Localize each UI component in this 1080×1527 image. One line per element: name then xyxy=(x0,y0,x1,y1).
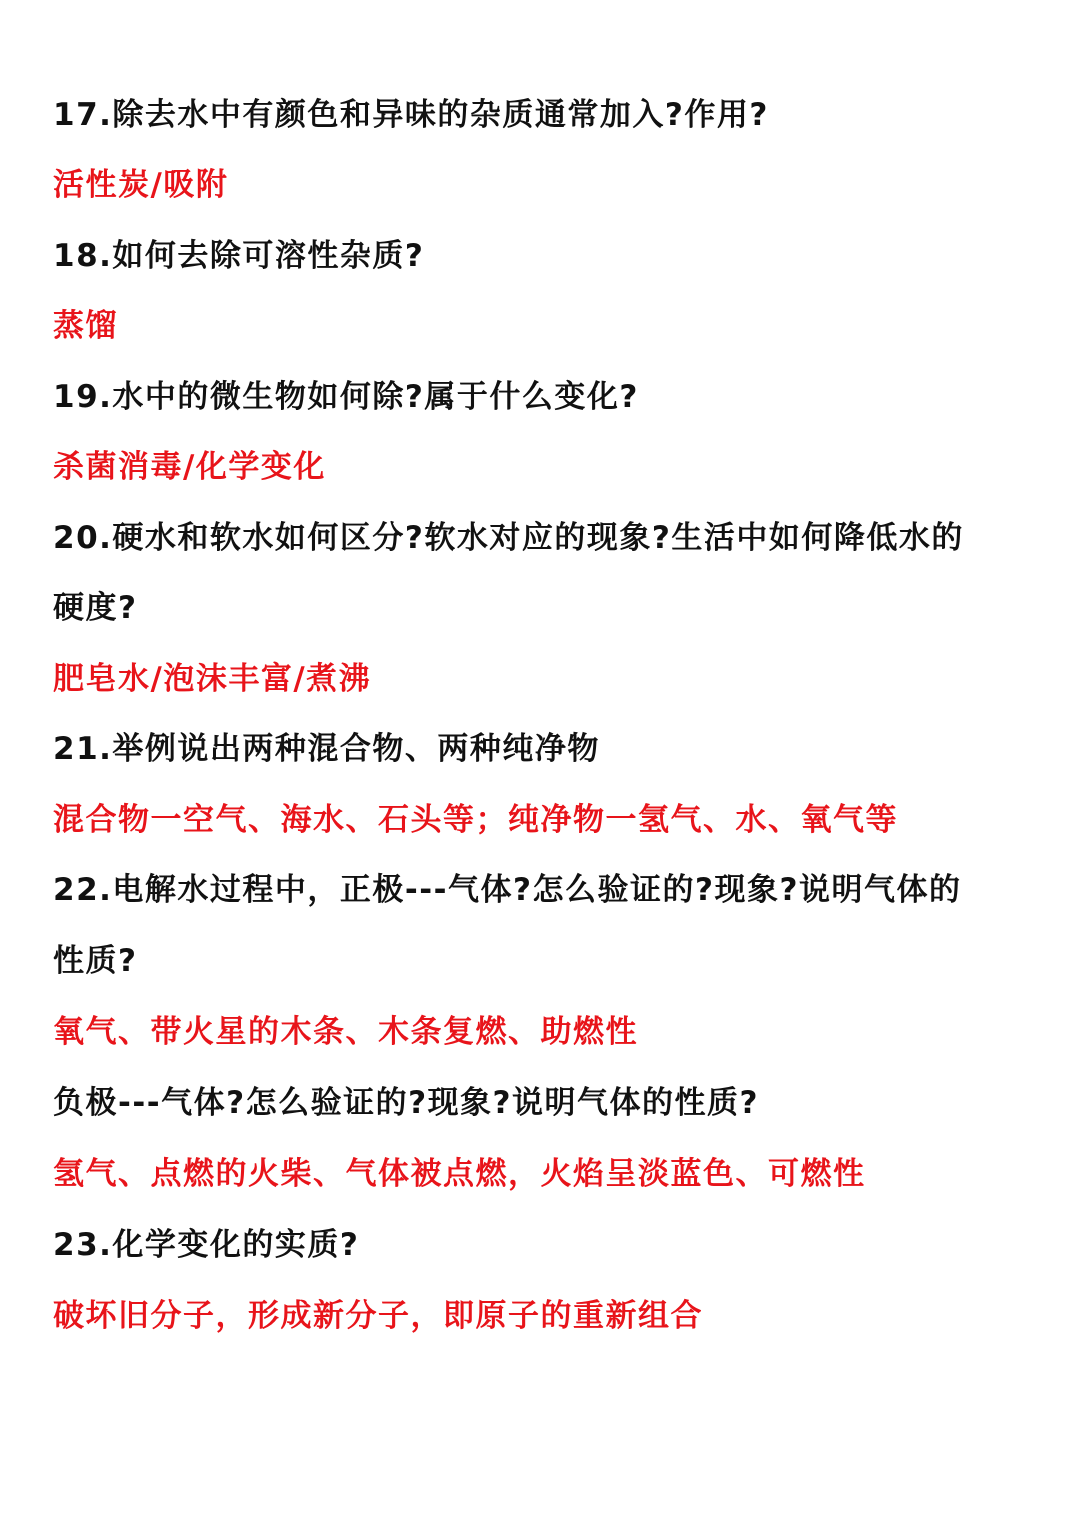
answer-18-line: 蒸馏 xyxy=(53,308,118,344)
question-17-line: 17.除去水中有颜色和异味的杂质通常加入?作用? xyxy=(53,97,769,133)
answer-22-positive-line: 氧气、带火星的木条、木条复燃、助燃性 xyxy=(53,1014,638,1050)
answer-20-line: 肥皂水/泡沫丰富/煮沸 xyxy=(53,661,372,697)
question-18-line: 18.如何去除可溶性杂质? xyxy=(53,238,425,274)
question-23-line: 23.化学变化的实质? xyxy=(53,1227,360,1263)
answer-23-line: 破坏旧分子，形成新分子，即原子的重新组合 xyxy=(53,1298,703,1334)
question-22-negative-line: 负极---气体?怎么验证的?现象?说明气体的性质? xyxy=(53,1085,760,1121)
question-20-line-1: 20.硬水和软水如何区分?软水对应的现象?生活中如何降低水的 xyxy=(53,520,964,556)
answer-21-line: 混合物一空气、海水、石头等；纯净物一氢气、水、氧气等 xyxy=(53,802,898,838)
answer-22-negative-line: 氢气、点燃的火柴、气体被点燃，火焰呈淡蓝色、可燃性 xyxy=(53,1156,866,1192)
question-20-line-2: 硬度? xyxy=(53,590,138,626)
question-22-line-1: 22.电解水过程中，正极---气体?怎么验证的?现象?说明气体的 xyxy=(53,872,962,908)
question-19-line: 19.水中的微生物如何除?属于什么变化? xyxy=(53,379,639,415)
question-21-line: 21.举例说出两种混合物、两种纯净物 xyxy=(53,731,600,767)
answer-17-line: 活性炭/吸附 xyxy=(53,167,229,203)
question-22-line-2: 性质? xyxy=(53,943,138,979)
answer-19-line: 杀菌消毒/化学变化 xyxy=(53,449,326,485)
